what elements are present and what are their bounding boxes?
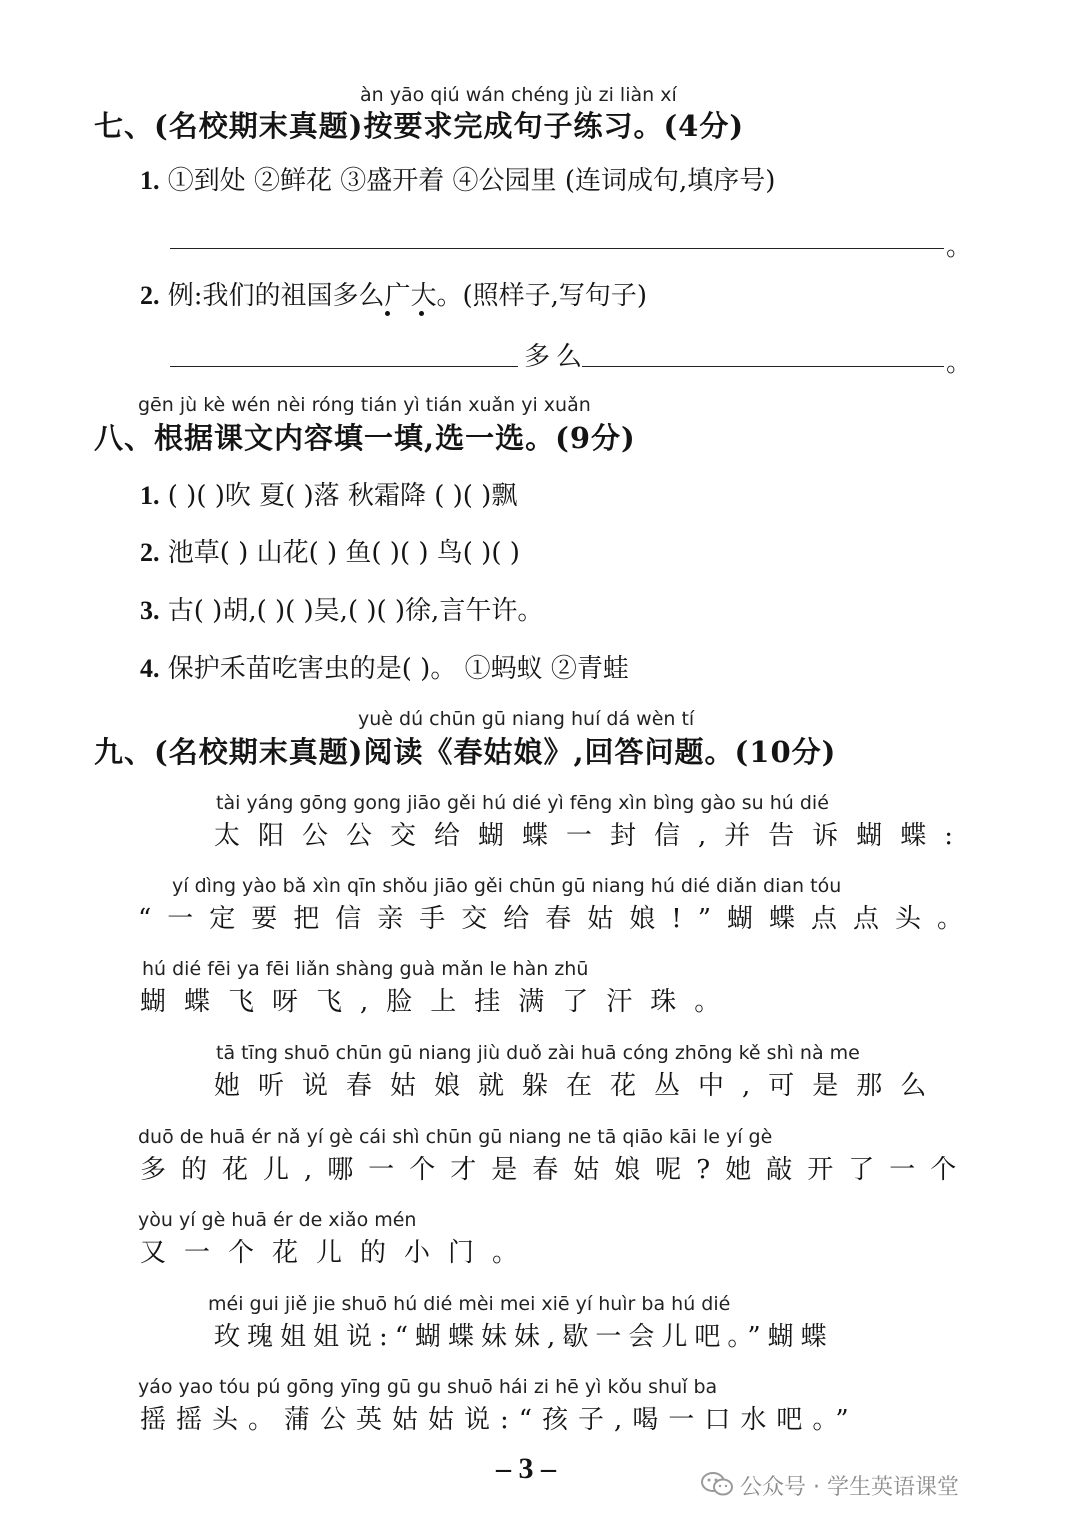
question-number: 2.	[140, 281, 160, 310]
period-mark: 。	[946, 232, 973, 262]
passage-pinyin: tā tīng shuō chūn gū niang jiù duǒ zài huā cóng zhōng kě shì nà me	[216, 1042, 860, 1064]
passage-pinyin: tài yáng gōng gong jiāo gěi hú dié yì fēng xìn bìng gào su hú dié	[216, 792, 829, 814]
answer-line-right[interactable]	[582, 366, 944, 367]
s8-title: 八、根据课文内容填一填,选一选。(9分)	[94, 421, 636, 455]
passage-line: 她听说春姑娘就躲在花丛中,可是那么	[214, 1071, 945, 1101]
question-text: ①到处 ②鲜花 ③盛开着 ④公园里 (连词成句,填序号)	[167, 166, 776, 196]
passage-line: 玫瑰姐姐说:“蝴蝶妹妹,歇一会儿吧。”蝴蝶	[214, 1322, 834, 1352]
question-text: ( )( )吹 夏( )落 秋霜降 ( )( )飘	[167, 481, 518, 511]
question-text: 保护禾苗吃害虫的是( )。 ①蚂蚁 ②青蛙	[167, 654, 629, 684]
question-text: 池草( ) 山花( ) 鱼( )( ) 鸟( )( )	[167, 538, 520, 568]
s7-pinyin: àn yāo qiú wán chéng jù zi liàn xí	[360, 84, 677, 106]
question-text: 例:我们的祖国多么广大。(照样子,写句子)	[167, 281, 648, 311]
s7-title: 七、(名校期末真题)按要求完成句子练习。(4分)	[94, 109, 745, 143]
passage-pinyin: yòu yí gè huā ér de xiǎo mén	[138, 1209, 417, 1231]
passage-line: 多的花儿,哪一个才是春姑娘呢?她敲开了一个	[140, 1155, 972, 1185]
s7-q1	[140, 160, 775, 197]
wechat-icon	[700, 1470, 734, 1498]
question-number: 1.	[140, 166, 160, 195]
passage-pinyin: hú dié fēi ya fēi liǎn shàng guà mǎn le hàn zhū	[142, 958, 589, 980]
passage-pinyin: yáo yao tóu pú gōng yīng gū gu shuō hái zi hē yì kǒu shuǐ ba	[138, 1376, 718, 1398]
s9-pinyin: yuè dú chūn gū niang huí dá wèn tí	[358, 708, 695, 730]
s8-q2	[140, 532, 520, 569]
question-number: 2.	[140, 538, 160, 567]
passage-line: “一定要把信亲手交给春姑娘!”蝴蝶点点头。	[138, 904, 980, 934]
passage-pinyin: méi gui jiě jie shuō hú dié mèi mei xiē yí huìr ba hú dié	[208, 1293, 731, 1315]
passage-line: 太阳公公交给蝴蝶一封信,并告诉蝴蝶:	[214, 821, 972, 851]
passage-line: 摇摇头。蒲公英姑姑说:“孩子,喝一口水吧。”	[140, 1405, 859, 1435]
answer-line[interactable]	[170, 248, 944, 249]
s8-q1	[140, 475, 517, 512]
question-text: 古( )胡,( )( )吴,( )( )徐,言午许。	[167, 596, 544, 626]
page-number: – 3 –	[496, 1452, 556, 1485]
s8-q4	[140, 648, 629, 685]
emphasis-dot	[385, 311, 390, 316]
passage-pinyin: duō de huā ér nǎ yí gè cái shì chūn gū niang ne tā qiāo kāi le yí gè	[138, 1126, 773, 1148]
answer-line-left[interactable]	[170, 366, 518, 367]
s9-title: 九、(名校期末真题)阅读《春姑娘》,回答问题。(10分)	[94, 735, 837, 769]
s8-q3	[140, 590, 543, 627]
question-number: 4.	[140, 654, 160, 683]
period-mark: 。	[946, 348, 973, 378]
passage-line: 蝴蝶飞呀飞,脸上挂满了汗珠。	[140, 987, 739, 1017]
watermark-text: 公众号 · 学生英语课堂	[740, 1475, 959, 1500]
s7-q2	[140, 275, 647, 312]
emphasis-dot	[419, 311, 424, 316]
duome-word: 多么	[524, 342, 589, 372]
question-number: 1.	[140, 481, 160, 510]
question-number: 3.	[140, 596, 160, 625]
s8-pinyin: gēn jù kè wén nèi róng tián yì tián xuǎn yi xuǎn	[138, 394, 591, 416]
passage-line: 又一个花儿的小门。	[140, 1238, 537, 1268]
passage-pinyin: yí dìng yào bǎ xìn qīn shǒu jiāo gěi chūn gū niang hú dié diǎn dian tóu	[172, 875, 842, 897]
